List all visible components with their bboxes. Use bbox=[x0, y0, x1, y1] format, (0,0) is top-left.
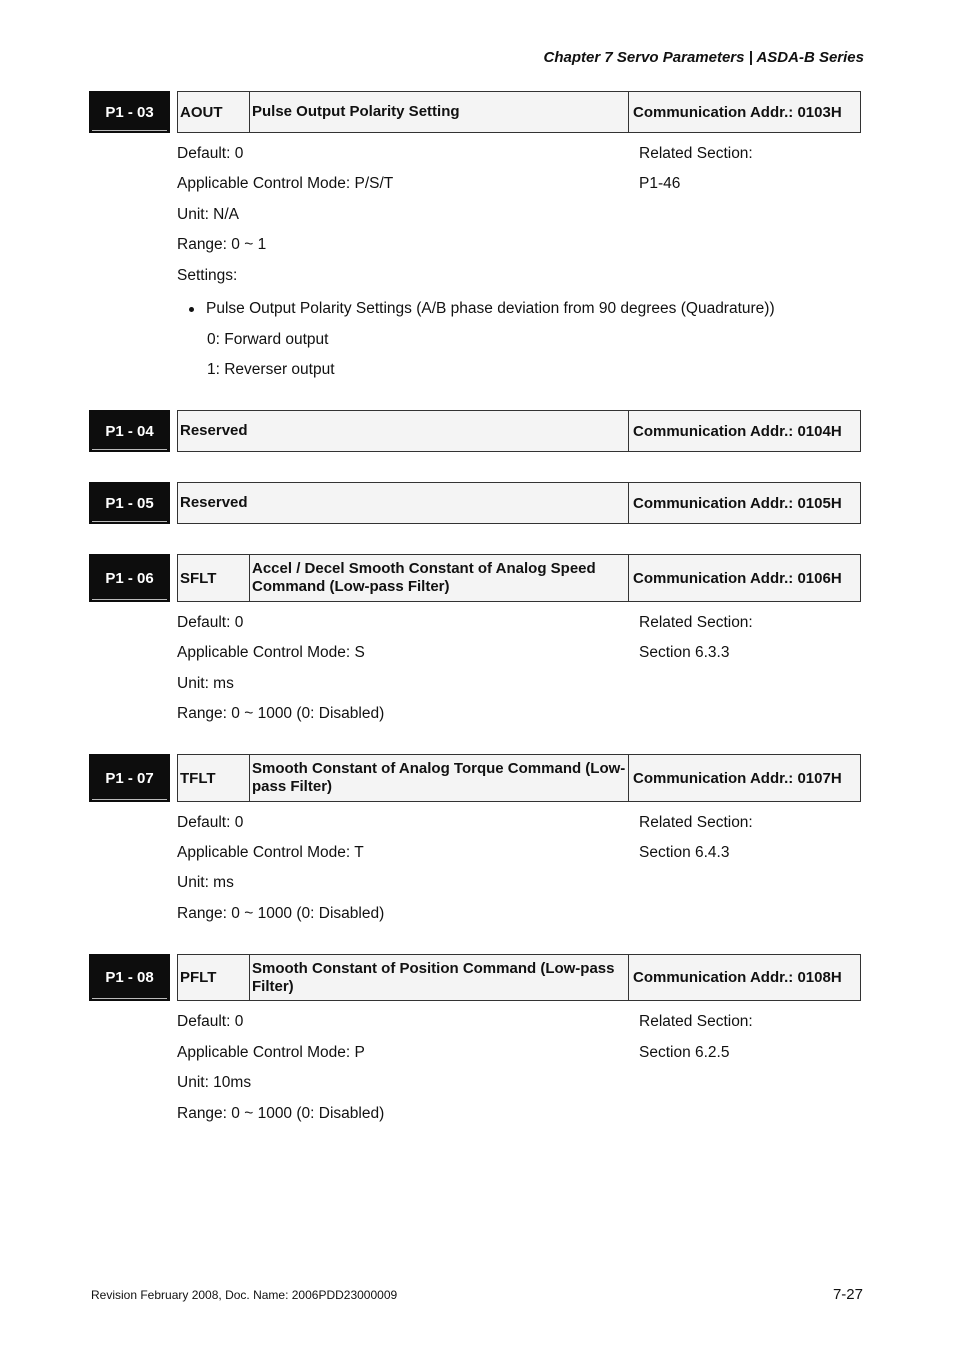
param-name: Reserved bbox=[178, 483, 629, 523]
control-mode: Applicable Control Mode: P/S/T bbox=[177, 175, 394, 192]
comm-addr: Communication Addr.: 0103H bbox=[633, 103, 842, 121]
param-table bbox=[177, 554, 861, 602]
range: Range: 0 ~ 1000 (0: Disabled) bbox=[177, 705, 385, 722]
related-label: Related Section: bbox=[639, 614, 753, 631]
param-name: Smooth Constant of Analog Torque Command (Low-pass Filter) bbox=[250, 755, 629, 801]
related-value: Section 6.2.5 bbox=[639, 1044, 730, 1061]
unit: Unit: N/A bbox=[177, 206, 240, 223]
comm-addr: Communication Addr.: 0108H bbox=[633, 969, 842, 986]
param-name: Pulse Output Polarity Setting bbox=[250, 92, 629, 132]
param-id: P1 - 08 bbox=[89, 954, 170, 1001]
settings-label: Settings: bbox=[177, 267, 238, 284]
param-name: Accel / Decel Smooth Constant of Analog Speed Command (Low-pass Filter) bbox=[250, 555, 629, 601]
param-table bbox=[177, 91, 861, 133]
control-mode: Applicable Control Mode: S bbox=[177, 644, 365, 661]
param-id: P1 - 03 bbox=[89, 91, 170, 133]
range: Range: 0 ~ 1000 (0: Disabled) bbox=[177, 1105, 385, 1122]
page-number: 7-27 bbox=[832, 1286, 863, 1303]
param-table bbox=[177, 410, 861, 452]
param-abbr: SFLT bbox=[178, 555, 250, 601]
unit: Unit: 10ms bbox=[177, 1074, 252, 1091]
param-abbr: TFLT bbox=[178, 755, 250, 801]
settings-option: 1: Reverser output bbox=[207, 361, 335, 378]
param-table bbox=[177, 954, 861, 1001]
page-header: Chapter 7 Servo Parameters | ASDA-B Series bbox=[543, 49, 864, 66]
default-value: Default: 0 bbox=[177, 1013, 244, 1030]
param-table bbox=[177, 754, 861, 802]
range: Range: 0 ~ 1000 (0: Disabled) bbox=[177, 905, 385, 922]
control-mode: Applicable Control Mode: P bbox=[177, 1044, 365, 1061]
comm-addr: Communication Addr.: 0105H bbox=[633, 494, 842, 512]
related-value: P1-46 bbox=[639, 175, 681, 192]
related-value: Section 6.3.3 bbox=[639, 644, 730, 661]
param-name: Smooth Constant of Position Command (Low-pass Filter) bbox=[250, 955, 629, 1000]
footer-revision: Revision February 2008, Doc. Name: 2006PDD23000009 bbox=[91, 1288, 398, 1302]
default-value: Default: 0 bbox=[177, 814, 244, 831]
param-id: P1 - 06 bbox=[89, 554, 170, 602]
settings-bullet: Pulse Output Polarity Settings (A/B phase deviation from 90 degrees (Quadrature)) bbox=[206, 300, 775, 317]
default-value: Default: 0 bbox=[177, 145, 244, 162]
param-id: P1 - 05 bbox=[89, 482, 170, 524]
related-value: Section 6.4.3 bbox=[639, 844, 730, 861]
control-mode: Applicable Control Mode: T bbox=[177, 844, 364, 861]
param-table bbox=[177, 482, 861, 524]
param-id: P1 - 07 bbox=[89, 754, 170, 802]
param-id: P1 - 04 bbox=[89, 410, 170, 452]
settings-option: 0: Forward output bbox=[207, 331, 329, 348]
unit: Unit: ms bbox=[177, 675, 234, 692]
default-value: Default: 0 bbox=[177, 614, 244, 631]
comm-addr: Communication Addr.: 0107H bbox=[633, 769, 842, 787]
unit: Unit: ms bbox=[177, 874, 234, 891]
bullet-icon bbox=[189, 307, 194, 312]
related-label: Related Section: bbox=[639, 1013, 753, 1030]
comm-addr: Communication Addr.: 0106H bbox=[633, 569, 842, 587]
param-name: Reserved bbox=[178, 411, 629, 451]
range: Range: 0 ~ 1 bbox=[177, 236, 267, 253]
param-abbr: PFLT bbox=[178, 955, 250, 1000]
related-label: Related Section: bbox=[639, 814, 753, 831]
related-label: Related Section: bbox=[639, 145, 753, 162]
comm-addr: Communication Addr.: 0104H bbox=[633, 422, 842, 440]
param-abbr: AOUT bbox=[178, 92, 250, 132]
